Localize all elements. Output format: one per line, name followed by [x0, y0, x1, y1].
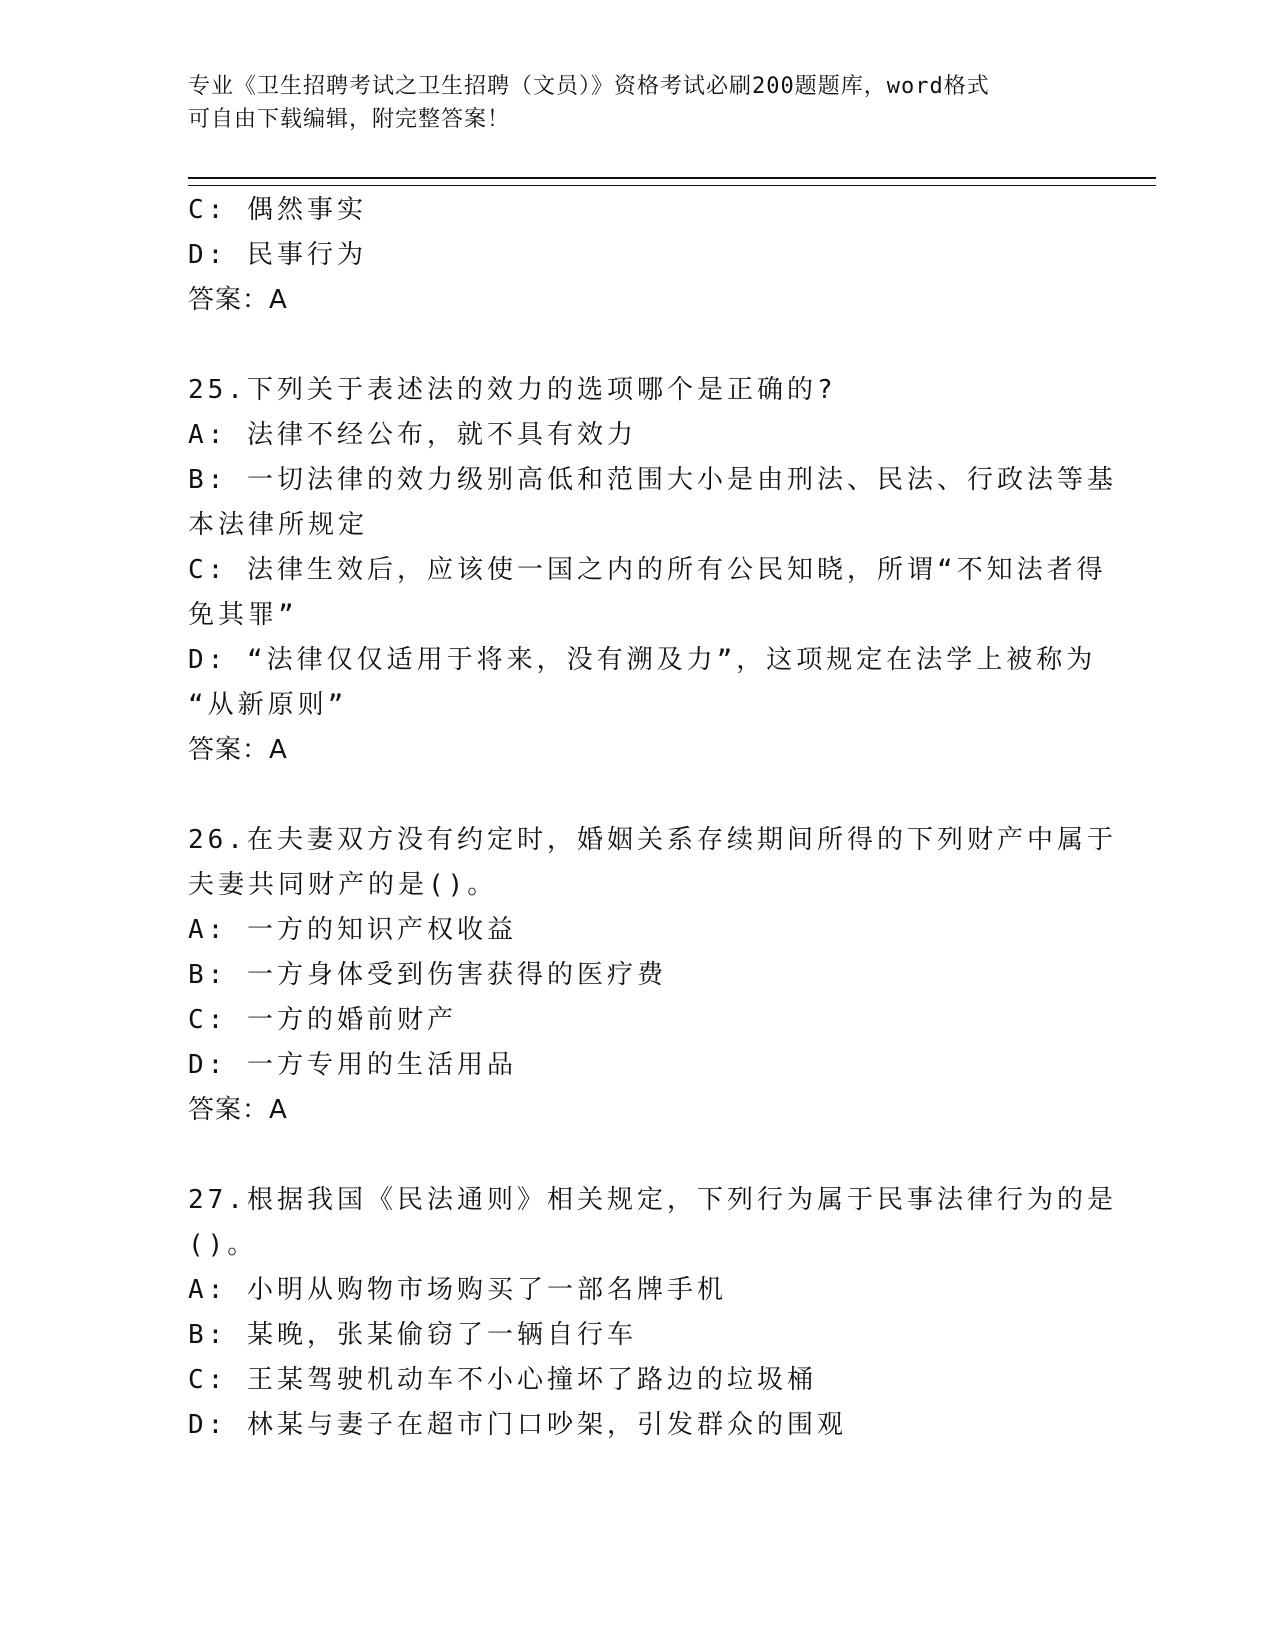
- option-b-continued: 本法律所规定: [188, 510, 369, 540]
- option-c: C: 王某驾驶机动车不小心撞坏了路边的垃圾桶: [188, 1365, 817, 1395]
- answer-value: A: [269, 285, 288, 315]
- option-a: A: 一方的知识产权收益: [188, 915, 517, 945]
- question-27: [188, 1178, 1117, 1448]
- answer-line: [188, 1088, 1068, 1133]
- option-c-continued: 免其罪”: [188, 600, 298, 630]
- option-c: C: 法律生效后，应该使一国之内的所有公民知晓，所谓“不知法者得: [188, 555, 1107, 585]
- option-d: D: 林某与妻子在超市门口吵架，引发群众的围观: [188, 1410, 847, 1440]
- option-c: C: 一方的婚前财产: [188, 1005, 457, 1035]
- answer-label: 答案：: [188, 1095, 270, 1125]
- option-a: A: 小明从购物市场购买了一部名牌手机: [188, 1275, 727, 1305]
- answer-value: A: [269, 735, 288, 765]
- answer-line: [188, 278, 1068, 323]
- question-stem: 25.下列关于表述法的效力的选项哪个是正确的?: [188, 375, 837, 405]
- option-a: A: 法律不经公布，就不具有效力: [188, 420, 637, 450]
- question-stem: 27.根据我国《民法通则》相关规定，下列行为属于民事法律行为的是: [188, 1185, 1117, 1215]
- option-d: D: “法律仅仅适用于将来，没有溯及力”，这项规定在法学上被称为: [188, 645, 1097, 675]
- option-b: B: 一方身体受到伤害获得的医疗费: [188, 960, 667, 990]
- question-stem-continued: ()。: [188, 1230, 258, 1260]
- question-stem-continued: 夫妻共同财产的是()。: [188, 870, 498, 900]
- prev-question: [188, 188, 1068, 323]
- question-26: [188, 818, 1117, 1133]
- header-divider: [188, 177, 1156, 186]
- question-stem: 26.在夫妻双方没有约定时，婚姻关系存续期间所得的下列财产中属于: [188, 825, 1117, 855]
- option-d: D: 民事行为: [188, 240, 367, 270]
- answer-label: 答案：: [188, 285, 270, 315]
- answer-line: [188, 728, 1068, 773]
- option-c: C: 偶然事实: [188, 195, 367, 225]
- page-header: [188, 70, 1088, 136]
- option-b: B: 某晚，张某偷窃了一辆自行车: [188, 1320, 637, 1350]
- header-line-1: 专业《卫生招聘考试之卫生招聘（文员）》资格考试必刷200题题库，word格式: [188, 74, 990, 99]
- question-content: [188, 188, 1117, 1448]
- header-line-2: 可自由下载编辑，附完整答案！: [188, 107, 511, 132]
- answer-label: 答案：: [188, 735, 270, 765]
- option-b: B: 一切法律的效力级别高低和范围大小是由刑法、民法、行政法等基: [188, 465, 1117, 495]
- option-d: D: 一方专用的生活用品: [188, 1050, 517, 1080]
- answer-value: A: [269, 1095, 288, 1125]
- question-25: [188, 368, 1117, 773]
- option-d-continued: “从新原则”: [188, 690, 348, 720]
